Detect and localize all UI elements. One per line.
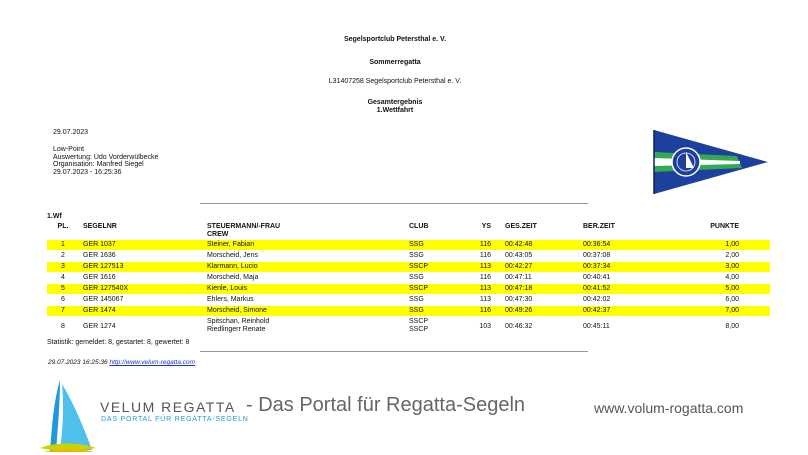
helm-cell — [207, 318, 269, 334]
col-crew: CREW — [207, 231, 229, 238]
place-cell: 6 — [61, 296, 65, 303]
club-cell: SSG — [409, 274, 424, 281]
crew-club: SSCP — [409, 326, 429, 333]
points-cell: 1,00 — [725, 241, 739, 248]
place-cell: 5 — [61, 285, 65, 292]
helm-cell: Steiner, Fabian — [207, 241, 255, 248]
time-cell: 00:47:11 — [505, 274, 532, 281]
table-row — [47, 318, 770, 336]
event-id: L31407258 Segelsportclub Petersthal e. V. — [328, 78, 462, 85]
time-cell: 00:46:32 — [505, 323, 533, 330]
ys-cell: 116 — [479, 274, 491, 281]
club-cell: SSG — [409, 307, 424, 314]
ys-cell: 116 — [479, 252, 491, 259]
place-cell: 3 — [61, 263, 65, 270]
brand-name: VELUM REGATTA — [100, 399, 236, 415]
club-pennant-flag — [652, 128, 770, 196]
corrected-cell: 00:40:41 — [583, 274, 611, 281]
ys-cell: 116 — [479, 307, 491, 314]
time-cell: 00:42:27 — [505, 263, 533, 270]
sail-cell: GER 1274 — [83, 323, 116, 330]
points-cell: 2,00 — [725, 252, 739, 259]
helm-cell: Morscheid, Simone — [207, 307, 267, 314]
col-points: PUNKTE — [710, 223, 739, 230]
place-cell: 7 — [61, 307, 65, 314]
col-sail-number: SEGELNR — [83, 223, 117, 230]
club-cell: SSG — [409, 241, 424, 248]
sail-cell: GER 1474 — [83, 307, 116, 314]
helm-cell: Morscheid, Maja — [207, 274, 259, 281]
table-row — [47, 251, 770, 261]
divider-bottom — [200, 351, 588, 352]
col-yardstick: YS — [481, 223, 491, 230]
col-helm-crew — [207, 223, 280, 239]
sail-cell: GER 127513 — [83, 263, 124, 270]
club-cell: SSG — [409, 296, 424, 303]
club-cell: SSCP — [409, 285, 429, 292]
club-cell — [409, 318, 428, 334]
time-cell: 00:43:05 — [505, 252, 533, 259]
brand-slogan: - Das Portal für Regatta-Segeln — [246, 394, 526, 416]
corrected-cell: 00:42:37 — [583, 307, 611, 314]
points-cell: 6,00 — [725, 296, 739, 303]
time-cell: 00:47:30 — [505, 296, 533, 303]
crew-name: Riedlingerr Renate — [207, 326, 266, 333]
helm-cell: Kienle, Louis — [207, 285, 248, 292]
place-cell: 2 — [61, 252, 65, 259]
result-date: 29.07.2023 — [53, 129, 89, 136]
corrected-cell: 00:45:11 — [583, 323, 610, 330]
club-cell: SSCP — [409, 263, 429, 270]
scoring-system: Low-Point — [53, 146, 85, 153]
corrected-cell: 00:37:34 — [583, 263, 611, 270]
event-title: Sommerregatta — [369, 59, 421, 66]
table-row — [47, 295, 770, 305]
col-corrected-time: BER.ZEIT — [583, 223, 615, 230]
ys-cell: 103 — [479, 323, 491, 330]
table-row — [47, 273, 770, 283]
sail-cell: GER 1037 — [83, 241, 116, 248]
sail-cell: GER 145067 — [83, 296, 124, 303]
table-row — [47, 284, 770, 294]
helm-cell: Klarmann, Lucio — [207, 263, 258, 270]
time-cell: 00:42:48 — [505, 241, 533, 248]
club-title: Segelsportclub Petersthal e. V. — [343, 36, 447, 43]
ys-cell: 113 — [479, 285, 491, 292]
footer — [48, 359, 195, 366]
place-cell: 8 — [61, 323, 65, 330]
ys-cell: 113 — [479, 296, 491, 303]
col-helm: STEUERMANN/-FRAU — [207, 223, 281, 230]
statistics: Statistik: gemeldet: 8, gestartet: 8, gewertet: 8 — [47, 339, 190, 346]
corrected-cell: 00:36:54 — [583, 241, 611, 248]
table-row — [47, 306, 770, 316]
corrected-cell: 00:41:52 — [583, 285, 611, 292]
sail-cell: GER 1636 — [83, 252, 116, 259]
race-title: 1.Wettfahrt — [376, 107, 414, 114]
time-cell: 00:47:18 — [505, 285, 533, 292]
col-place: PL. — [57, 223, 69, 230]
helm-cell: Ehlers, Markus — [207, 296, 254, 303]
points-cell: 3,00 — [725, 263, 739, 270]
table-row — [47, 240, 770, 250]
organiser: Organisation: Manfred Siegel — [53, 161, 144, 169]
helm-name: Spitschan, Reinhold — [207, 318, 270, 325]
points-cell: 8,00 — [725, 323, 739, 330]
col-elapsed-time: GES.ZEIT — [505, 223, 537, 230]
created-timestamp: 29.07.2023 - 16:25:36 — [53, 168, 122, 176]
corrected-cell: 00:42:02 — [583, 296, 611, 303]
corrected-cell: 00:37:08 — [583, 252, 611, 259]
points-cell: 4,00 — [725, 274, 739, 281]
helm-club: SSCP — [409, 318, 429, 325]
race-table-title: 1.Wf — [47, 213, 62, 220]
result-type: Gesamtergebnis — [367, 99, 423, 106]
points-cell: 5,00 — [725, 285, 739, 292]
place-cell: 1 — [61, 241, 65, 248]
evaluator: Auswertung: Udo Vorderwülbecke — [53, 153, 159, 161]
sail-cell: GER 1616 — [83, 274, 116, 281]
brand-url: www.volum-rogatta.com — [594, 400, 744, 416]
helm-cell: Morscheid, Jens — [207, 252, 258, 259]
col-club: CLUB — [409, 223, 429, 230]
sail-cell: GER 127540X — [83, 285, 129, 292]
ys-cell: 113 — [479, 263, 491, 270]
table-row — [47, 262, 770, 272]
place-cell: 4 — [61, 274, 65, 281]
meta-block — [53, 146, 158, 176]
divider-top — [200, 203, 588, 204]
time-cell: 00:49:26 — [505, 307, 533, 314]
ys-cell: 116 — [479, 241, 491, 248]
footer-timestamp: 29.07.2023 16:25:36 — [48, 359, 108, 366]
footer-link[interactable]: http://www.velum-regatta.com — [109, 359, 196, 366]
points-cell: 7,00 — [725, 307, 739, 314]
brand-subtitle: DAS PORTAL FÜR REGATTA-SEGELN — [101, 416, 249, 423]
club-cell: SSG — [409, 252, 424, 259]
